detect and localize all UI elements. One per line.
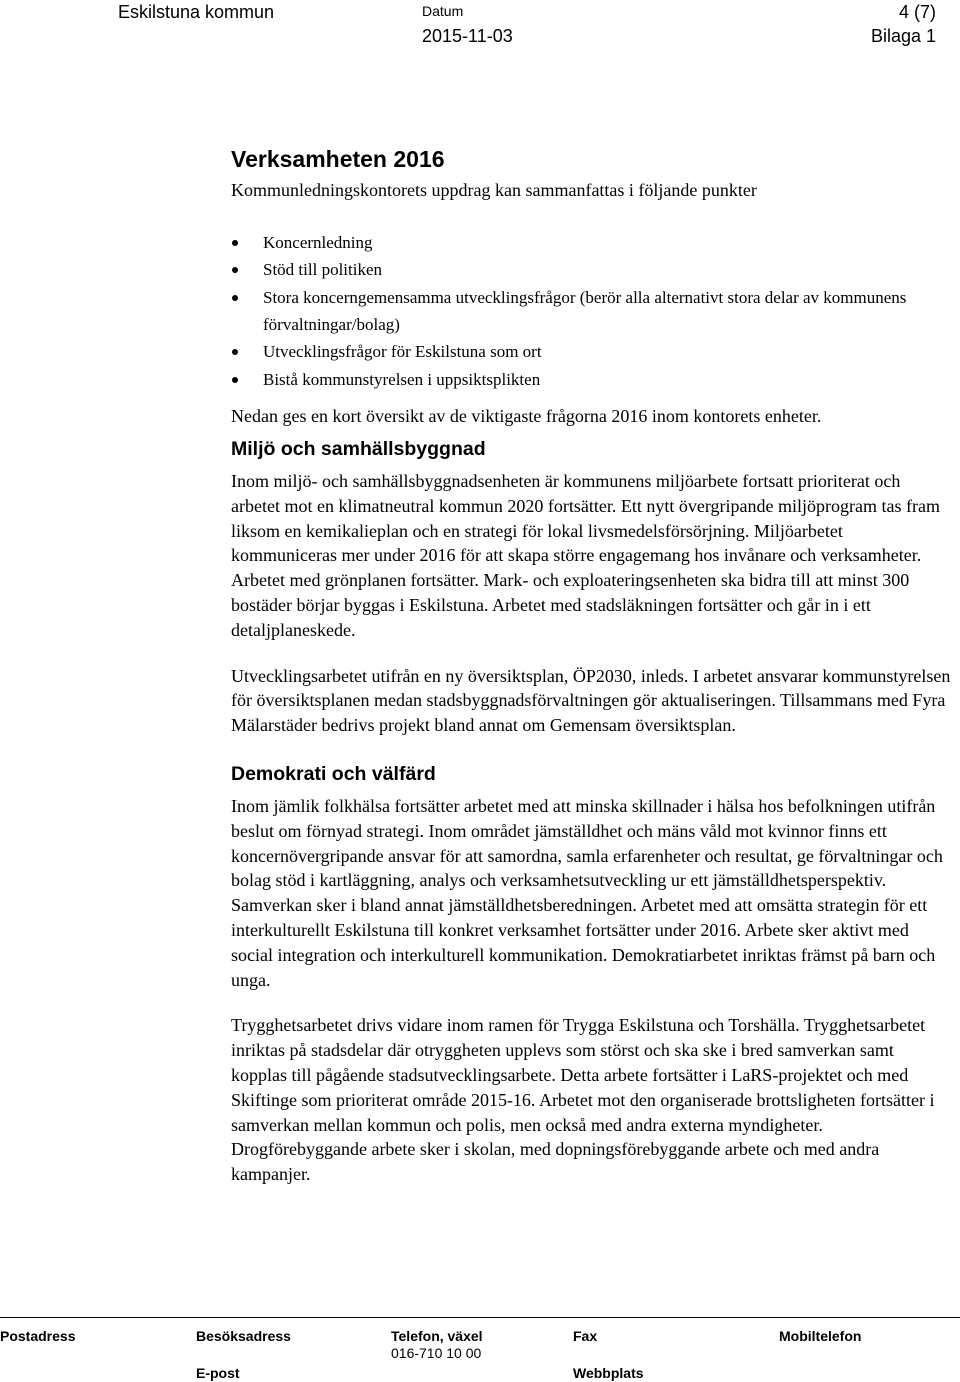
document-body (231, 144, 953, 1187)
bullet-item: Bistå kommunstyrelsen i uppsiktsplikten (231, 366, 953, 393)
header-date: 2015-11-03 (422, 26, 513, 46)
header-attachment-label: Bilaga 1 (870, 26, 936, 46)
header-page-number: 4 (7) (898, 2, 936, 22)
footer-phone-label: Telefon, växel (391, 1328, 483, 1344)
footer-mobile-label: Mobiltelefon (779, 1328, 862, 1344)
bullet-dot-icon (232, 267, 238, 273)
bullet-dot-icon (232, 295, 238, 301)
miljo-paragraph-2: Utvecklingsarbetet utifrån en ny översiktsplan, ÖP2030, inleds. I arbetet ansvarar kommunstyrelsen för översiktsplanen medan stadsbyggnadsförvaltningen gör aktualiseringen. Tillsammans med Fyra Mälarstäder bedrivs projekt bland annat om Gemensam översiktsplan. (231, 665, 951, 736)
bullet-dot-icon (232, 349, 238, 355)
footer-fax-label: Fax (573, 1328, 598, 1344)
bullet-item: Koncernledning (231, 229, 953, 256)
footer-divider (0, 1317, 960, 1318)
header-organization: Eskilstuna kommun (118, 2, 275, 22)
demokrati-paragraph-1: Inom jämlik folkhälsa fortsätter arbetet med att minska skillnader i hälsa hos befolkningen utifrån beslut om förnyad strategi. Inom området jämställdhet och mäns våld mot kvinnor finns ett koncernövergripande ansvar för att samordna, samla erfarenheter och resultat, ge förvaltningar och bolag stöd i kartläggning, analys och verksamhetsutveckling ur ett jämställdhetsperspektiv. Samverkan sker i bland annat jämställdhetsberedningen. Arbetet med att omsätta strategin för ett interkulturellt Eskilstuna till konkret verksamhet fortsätter under 2016. Arbete sker aktivt med social integration och interkulturell kommunikation. Demokratiarbetet inriktas främst på barn och unga. (231, 796, 943, 990)
footer-postal-label: Postadress (0, 1328, 76, 1344)
bullet-item: Stöd till politiken (231, 256, 953, 283)
miljo-paragraph-1: Inom miljö- och samhällsbyggnadsenheten är kommunens miljöarbete fortsatt prioriterat och arbetet mot en klimatneutral kommun 2020 fortsätter. Ett nytt övergripande miljöprogram tas fram liksom en kemikalieplan och en strategi för lokal livsmedelsförsörjning. Miljöarbetet kommuniceras mer under 2016 för att skapa större engagemang hos invånare och verksamheter. Arbetet med grönplanen fortsätter. Mark- och exploateringsenheten ska bidra till att minst 300 bostäder börjar byggas i Eskilstuna. Arbetet med stadsläkningen fortsätter och går in i ett detaljplaneskede. (231, 471, 940, 640)
intro-text: Kommunledningskontorets uppdrag kan sammanfattas i följande punkter (231, 180, 757, 200)
section-title-verksamheten: Verksamheten 2016 (231, 146, 445, 172)
header-date-label: Datum (422, 3, 464, 19)
footer-email-label: E-post (196, 1365, 240, 1381)
bullet-item: Stora koncerngemensamma utvecklingsfrågor (berör alla alternativt stora delar av kommunens förvaltningar/bolag) (231, 284, 953, 339)
footer-website-label: Webbplats (573, 1365, 644, 1381)
bullet-dot-icon (232, 377, 238, 383)
task-bullet-list (231, 229, 953, 393)
demokrati-paragraph-2: Trygghetsarbetet drivs vidare inom ramen för Trygga Eskilstuna och Torshälla. Trygghetsarbetet inriktas på stadsdelar där otryggheten upplevs som störst och ska ske i bred samverkan samt kopplas till pågående stadsutvecklingsarbete. Detta arbete fortsätter i LaRS-projektet och med Skiftinge som prioriterat område 2015-16. Arbetet mot den organiserade brottsligheten fortsätter i samverkan mellan kommun och polis, men också med andra externa myndigheter. Drogförebyggande arbete sker i skolan, med dopningsförebyggande arbete och med andra kampanjer. (231, 1015, 935, 1185)
section-title-miljo: Miljö och samhällsbyggnad (231, 438, 486, 461)
bullet-item: Utvecklingsfrågor för Eskilstuna som ort (231, 338, 953, 365)
footer-visit-label: Besöksadress (196, 1328, 291, 1344)
section-title-demokrati: Demokrati och välfärd (231, 763, 436, 785)
bullet-dot-icon (232, 240, 238, 246)
summary-text: Nedan ges en kort översikt av de viktigaste frågorna 2016 inom kontorets enheter. (231, 406, 822, 427)
footer-phone-number: 016-710 10 00 (391, 1345, 482, 1361)
